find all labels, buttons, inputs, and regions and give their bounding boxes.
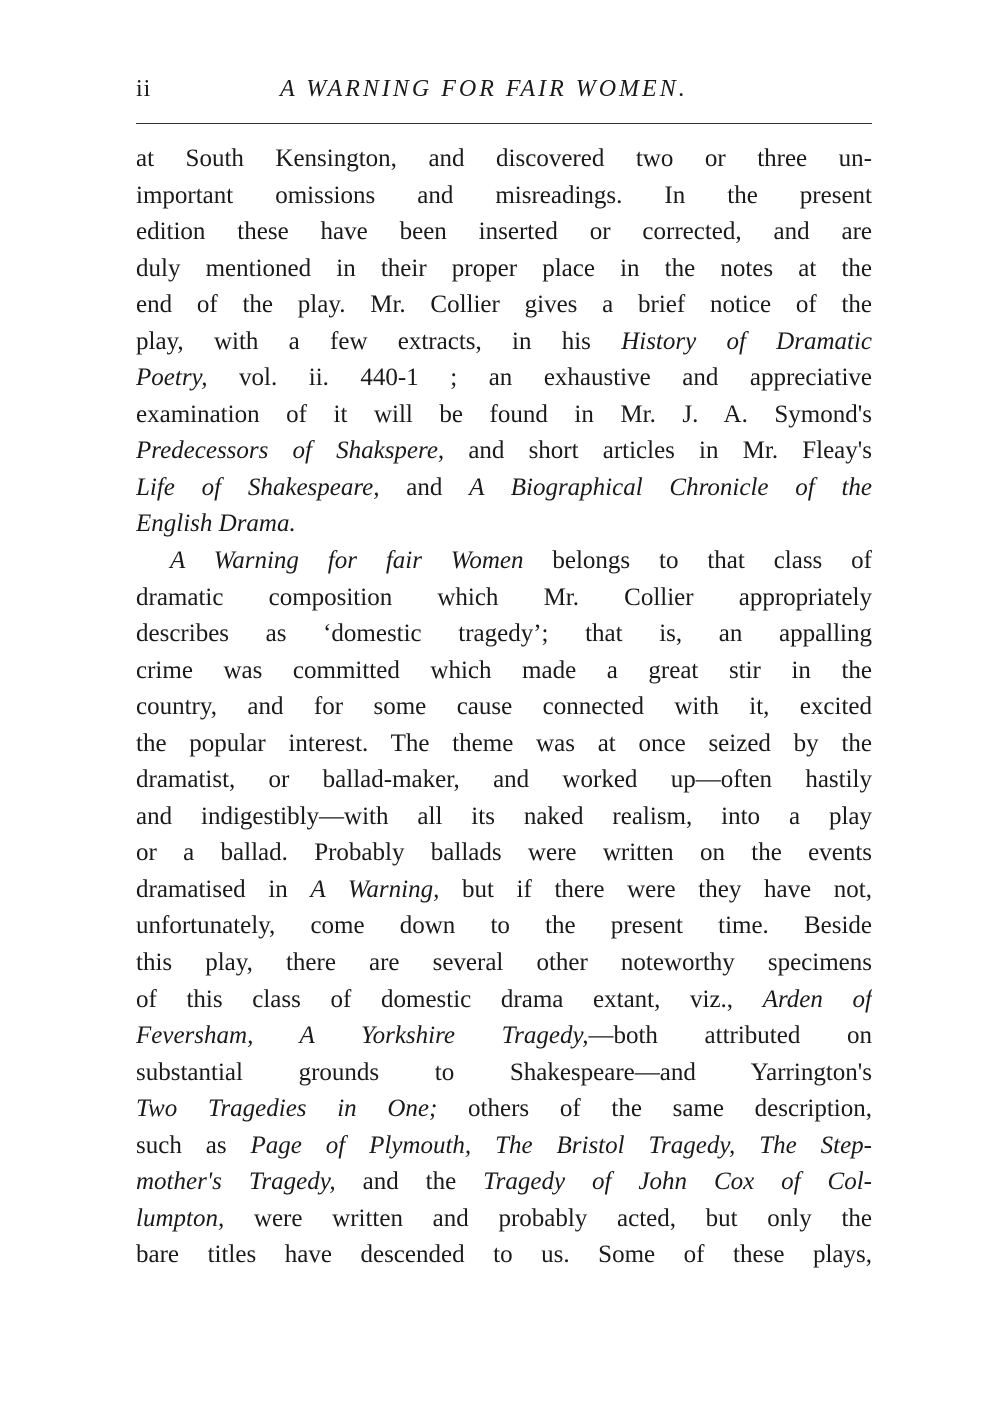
text-line: end of the play. Mr. Collier gives a brief notice of the [136,291,872,319]
text-line: unfortunately, come down to the present time. Beside [136,912,872,940]
text-line: country, and for some cause connected with it, excited [136,693,872,721]
text-line: this play, there are several other noteworthy specimens [136,949,872,977]
text-line: duly mentioned in their proper place in the notes at the [136,254,872,282]
text-line: substantial grounds to Shakespeare—and Yarrington's [136,1058,872,1086]
text-line: of this class of domestic drama extant, viz., Arden of [136,985,872,1013]
text-line: or a ballad. Probably ballads were written on the events [136,839,872,867]
text-line: Life of Shakespeare, and A Biographical Chronicle of the [136,473,872,501]
text-line: Poetry, vol. ii. 440-1 ; an exhaustive and appreciative [136,364,872,392]
text-line: dramatic composition which Mr. Collier appropriately [136,583,872,611]
text-line: describes as ‘domestic tragedy’; that is, an appalling [136,620,872,648]
running-title: A WARNING FOR FAIR WOMEN. [280,76,688,102]
text-line: A Warning for fair Women belongs to that class of [170,547,872,575]
header-rule [136,123,872,124]
body-text [136,141,872,1274]
text-line: examination of it will be found in Mr. J. A. Symond's [136,400,872,428]
text-line: and indigestibly—with all its naked realism, into a play [136,802,872,830]
text-line: dramatised in A Warning, but if there were they have not, [136,875,872,903]
text-line: edition these have been inserted or corrected, and are [136,218,872,246]
text-line: the popular interest. The theme was at once seized by the [136,729,872,757]
text-line: important omissions and misreadings. In the present [136,181,872,209]
text-line: Two Tragedies in One; others of the same description, [136,1095,872,1123]
text-line: English Drama. [136,510,296,538]
page-header [136,74,872,108]
text-line: Predecessors of Shakspere, and short articles in Mr. Fleay's [136,437,872,465]
text-line: dramatist, or ballad-maker, and worked up—often hastily [136,766,872,794]
text-line: bare titles have descended to us. Some of these plays, [136,1241,872,1269]
text-line: at South Kensington, and discovered two or three un- [136,145,872,172]
text-line: such as Page of Plymouth, The Bristol Tragedy, The Step- [136,1131,872,1159]
text-line: Feversham, A Yorkshire Tragedy,—both attributed on [136,1022,872,1050]
text-line: lumpton, were written and probably acted, but only the [136,1204,872,1232]
text-line: mother's Tragedy, and the Tragedy of John Cox of Col- [136,1168,872,1196]
text-line: crime was committed which made a great stir in the [136,656,872,684]
page-number: ii [136,76,152,102]
text-line: play, with a few extracts, in his History of Dramatic [136,327,872,355]
